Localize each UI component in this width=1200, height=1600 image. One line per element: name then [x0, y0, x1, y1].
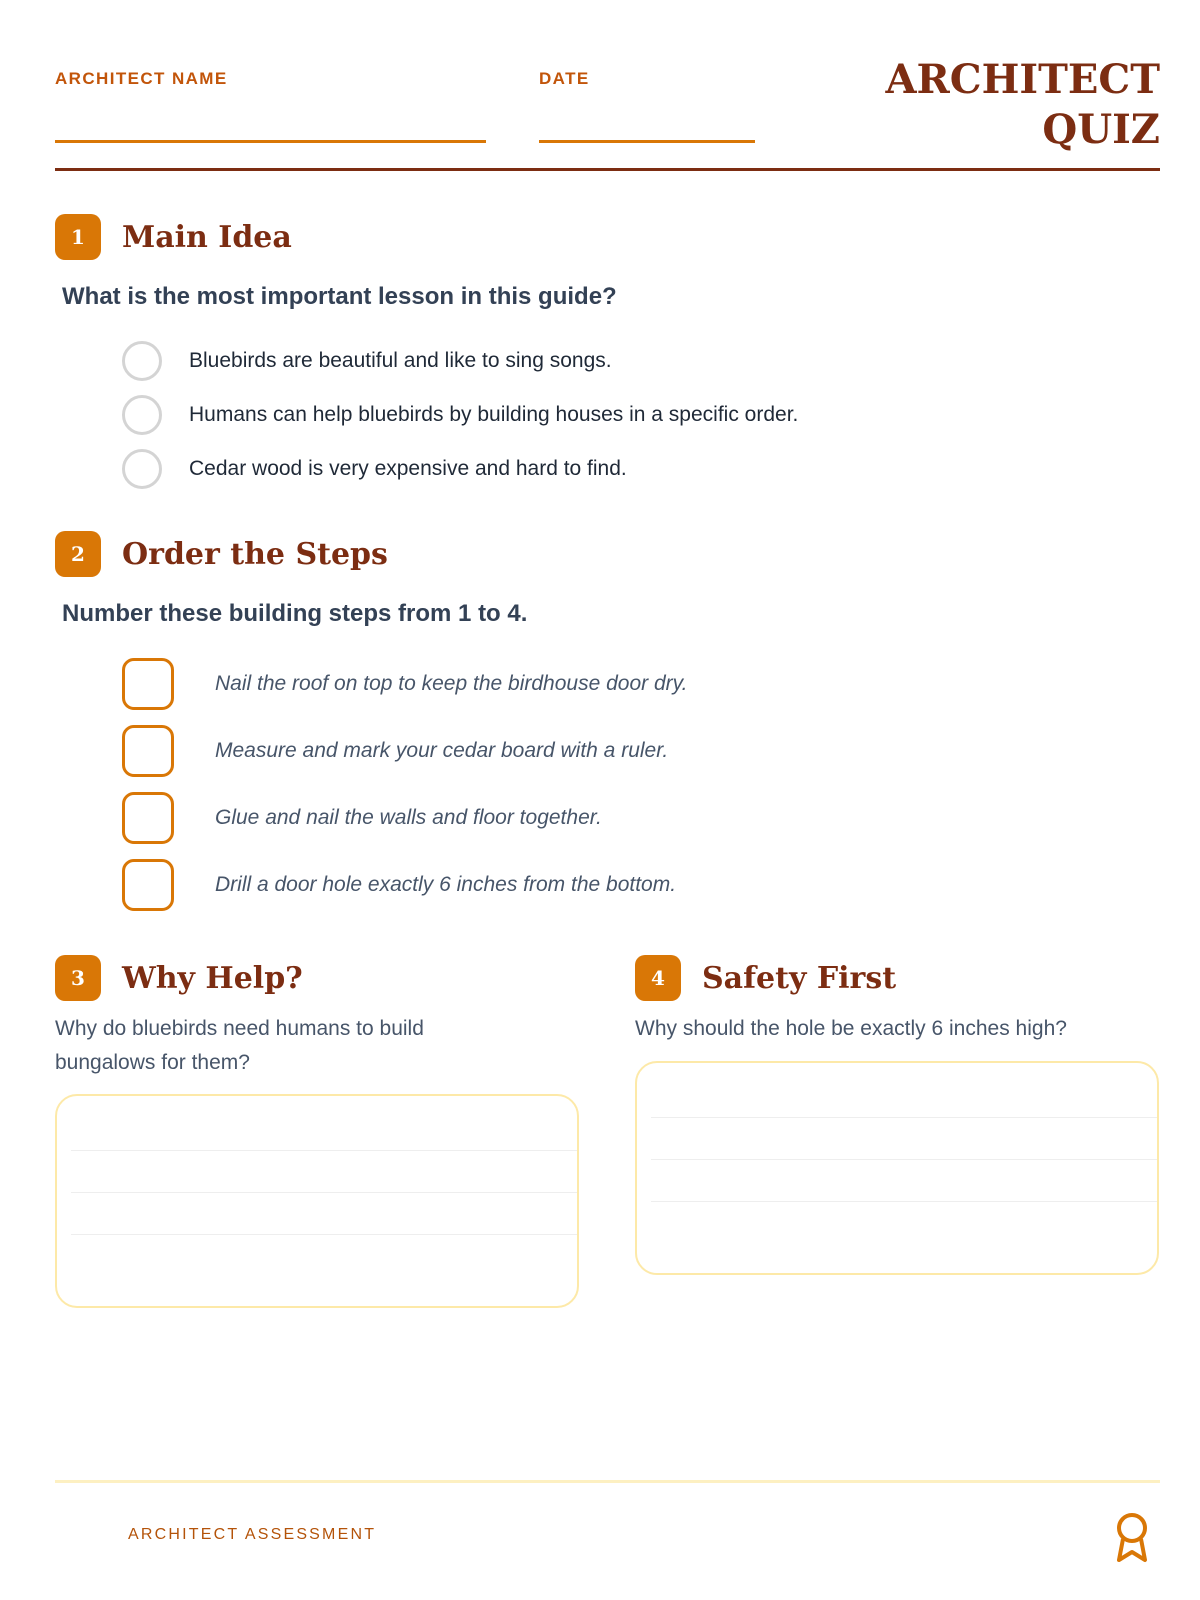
section-title: Safety First: [702, 960, 897, 996]
option-label: Humans can help bluebirds by building houses in a specific order.: [189, 403, 799, 426]
date-field[interactable]: [539, 140, 755, 143]
section-4-prompt: Why should the hole be exactly 6 inches high?: [635, 1017, 1067, 1040]
title-line-1: ARCHITECT: [885, 56, 1160, 103]
step-label: Nail the roof on top to keep the birdhouse door dry.: [215, 672, 688, 695]
answer-option[interactable]: [122, 449, 627, 489]
section-3-answer-box[interactable]: [55, 1094, 579, 1308]
architect-name-label: ARCHITECT NAME: [55, 69, 228, 88]
step-number-box[interactable]: [122, 725, 174, 777]
section-number-badge: 1: [55, 214, 101, 260]
date-label: DATE: [539, 69, 590, 88]
section-1-header: [55, 214, 292, 260]
footer-label: ARCHITECT ASSESSMENT: [128, 1526, 377, 1543]
step-number-box[interactable]: [122, 792, 174, 844]
title-line-2: QUIZ: [1042, 106, 1160, 153]
writing-line: [71, 1192, 577, 1193]
writing-line: [71, 1234, 577, 1235]
radio-button[interactable]: [122, 341, 162, 381]
step-label: Glue and nail the walls and floor together.: [215, 806, 602, 829]
footer-divider: [55, 1480, 1160, 1483]
step-item[interactable]: [122, 859, 676, 911]
step-item[interactable]: [122, 725, 668, 777]
section-title: Main Idea: [122, 219, 292, 255]
radio-button[interactable]: [122, 449, 162, 489]
section-3-header: [55, 955, 303, 1001]
section-title: Order the Steps: [122, 536, 388, 572]
page-title: [886, 55, 1160, 155]
section-4-answer-box[interactable]: [635, 1061, 1159, 1275]
writing-line: [651, 1201, 1157, 1202]
award-ribbon-icon: [1113, 1512, 1151, 1564]
writing-line: [71, 1150, 577, 1151]
answer-option[interactable]: [122, 395, 798, 435]
section-2-header: [55, 531, 388, 577]
architect-name-field[interactable]: [55, 140, 486, 143]
writing-line: [651, 1159, 1157, 1160]
option-label: Cedar wood is very expensive and hard to find.: [189, 457, 627, 480]
section-2-question: Number these building steps from 1 to 4.: [62, 600, 528, 627]
answer-option[interactable]: [122, 341, 612, 381]
section-title: Why Help?: [122, 960, 303, 996]
section-1-question: What is the most important lesson in this guide?: [62, 283, 617, 310]
step-label: Drill a door hole exactly 6 inches from the bottom.: [215, 873, 677, 896]
option-label: Bluebirds are beautiful and like to sing songs.: [189, 349, 612, 372]
section-4-header: [635, 955, 896, 1001]
section-3-prompt: Why do bluebirds need humans to build bungalows for them?: [55, 1017, 424, 1074]
section-number-badge: 2: [55, 531, 101, 577]
step-label: Measure and mark your cedar board with a ruler.: [215, 739, 669, 762]
writing-line: [651, 1117, 1157, 1118]
step-item[interactable]: [122, 792, 602, 844]
quiz-header: [55, 55, 1160, 171]
step-number-box[interactable]: [122, 859, 174, 911]
radio-button[interactable]: [122, 395, 162, 435]
step-item[interactable]: [122, 658, 687, 710]
section-number-badge: 4: [635, 955, 681, 1001]
section-number-badge: 3: [55, 955, 101, 1001]
step-number-box[interactable]: [122, 658, 174, 710]
